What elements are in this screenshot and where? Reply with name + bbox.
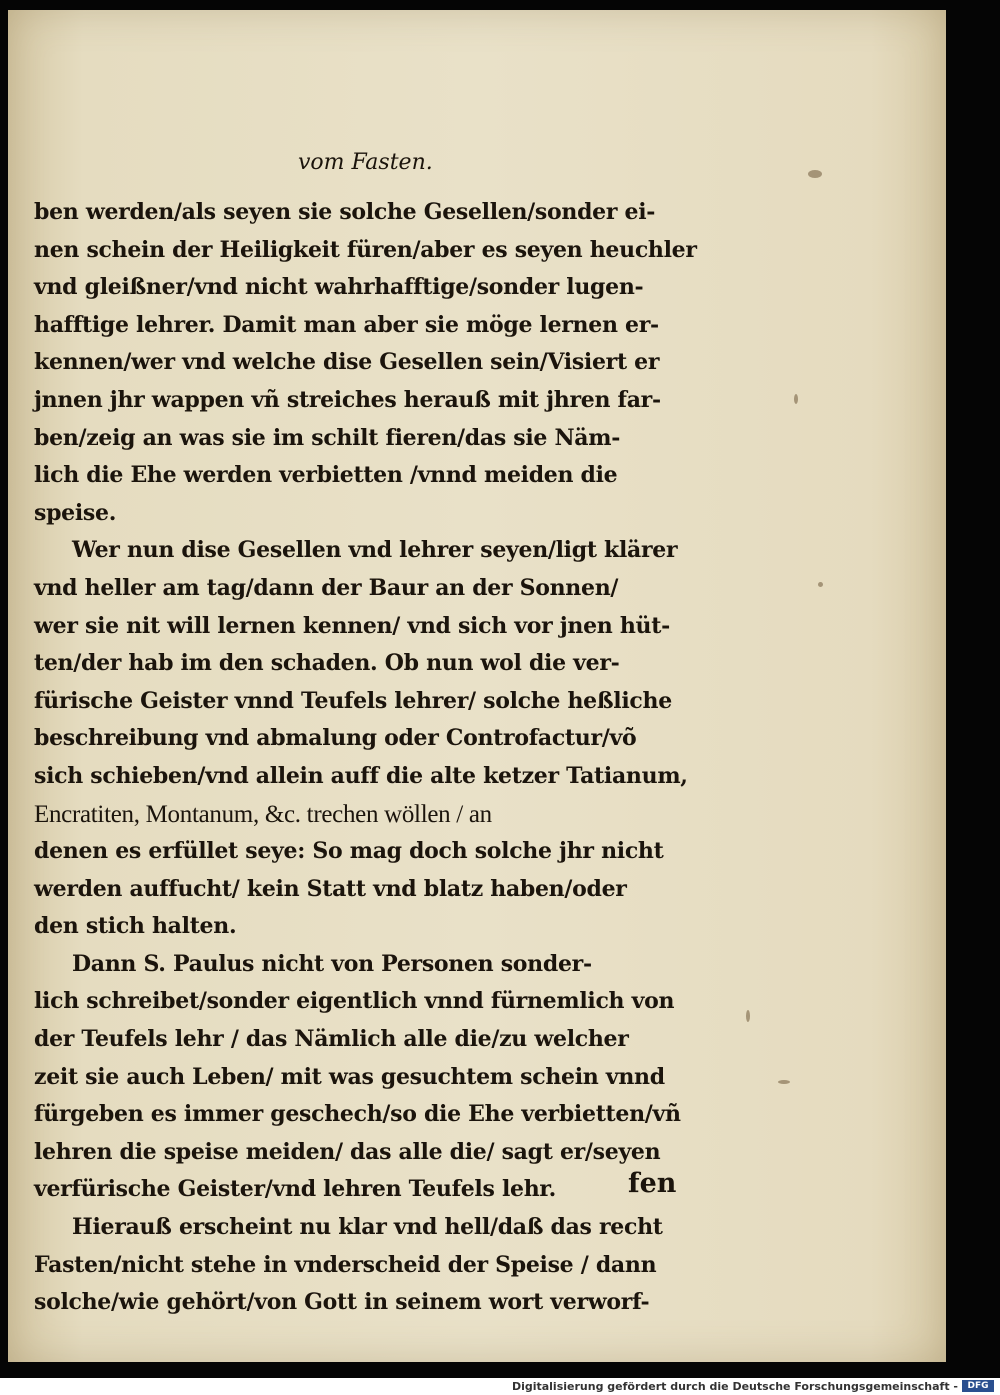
funding-note: Digitalisierung gefördert durch die Deutsche Forschungsgemeinschaft - [511,1380,958,1393]
text-line: fürische Geister vnnd Teufels lehrer/ solche heßliche [34,687,672,714]
footer-bar [0,1378,1000,1395]
text-line: hafftige lehrer. Damit man aber sie möge lernen er- [34,311,659,338]
text-line: kennen/wer vnd welche dise Gesellen sein/Visiert er [34,349,660,376]
paragraph-start: Wer nun dise Gesellen vnd lehrer seyen/ligt klärer [72,537,678,564]
text-line: wer sie nit will lernen kennen/ vnd sich vor jnen hüt- [34,612,670,639]
text-line: verfürische Geister/vnd lehren Teufels lehr. [34,1176,557,1203]
text-line: lich schreibet/sonder eigentlich vnnd fürnemlich von [34,988,675,1015]
text-line: den stich halten. [34,913,237,940]
text-line: lich die Ehe werden verbietten /vnnd meiden die [34,462,618,489]
book-page [8,10,946,1362]
text-line: ben/zeig an was sie im schilt fieren/das sie Näm- [34,424,621,451]
text-line: nen schein der Heiligkeit füren/aber es seyen heuchler [34,236,697,263]
catchword: fen [628,1168,677,1199]
text-line: solche/wie gehört/von Gott in seinem wort verworf- [34,1289,650,1316]
paper-speck [778,1080,790,1084]
text-line: fürgeben es immer geschech/so die Ehe verbietten/vñ [34,1101,681,1128]
text-line: speise. [34,499,117,526]
text-line: ben werden/als seyen sie solche Gesellen/sonder ei- [34,199,656,225]
text-line: denen es erfüllet seye: So mag doch solche jhr nicht [34,838,664,865]
dfg-logo: DFG [962,1380,994,1392]
text-line-roman: Encratiten, Montanum, &c. trechen wöllen / an [34,800,492,828]
text-line: vnd heller am tag/dann der Baur an der Sonnen/ [34,574,619,601]
text-line: beschreibung vnd abmalung oder Controfactur/võ [34,725,637,752]
running-head: vom Fasten. [298,150,433,175]
paper-speck [746,1010,750,1022]
paper-speck [808,170,822,178]
text-line: vnd gleißner/vnd nicht wahrhafftige/sonder lugen- [34,274,644,301]
text-block [34,194,697,1322]
text-line: sich schieben/vnd allein auff die alte ketzer Tatianum, [34,762,688,789]
text-line: werden auffucht/ kein Statt vnd blatz haben/oder [34,875,627,902]
text-line: der Teufels lehr / das Nämlich alle die/zu welcher [34,1026,629,1053]
text-line: jnnen jhr wappen vñ streiches herauß mit jhren far- [34,386,661,413]
text-line: Fasten/nicht stehe in vnderscheid der Speise / dann [34,1251,657,1278]
paragraph-start: Dann S. Paulus nicht von Personen sonder- [72,950,592,977]
paper-speck [818,582,823,587]
paper-speck [794,394,798,404]
text-line: zeit sie auch Leben/ mit was gesuchtem schein vnnd [34,1063,665,1090]
text-line: ten/der hab im den schaden. Ob nun wol die ver- [34,650,620,677]
text-line: lehren die speise meiden/ das alle die/ sagt er/seyen [34,1138,661,1165]
paragraph-start: Hierauß erscheint nu klar vnd hell/daß das recht [72,1214,663,1241]
